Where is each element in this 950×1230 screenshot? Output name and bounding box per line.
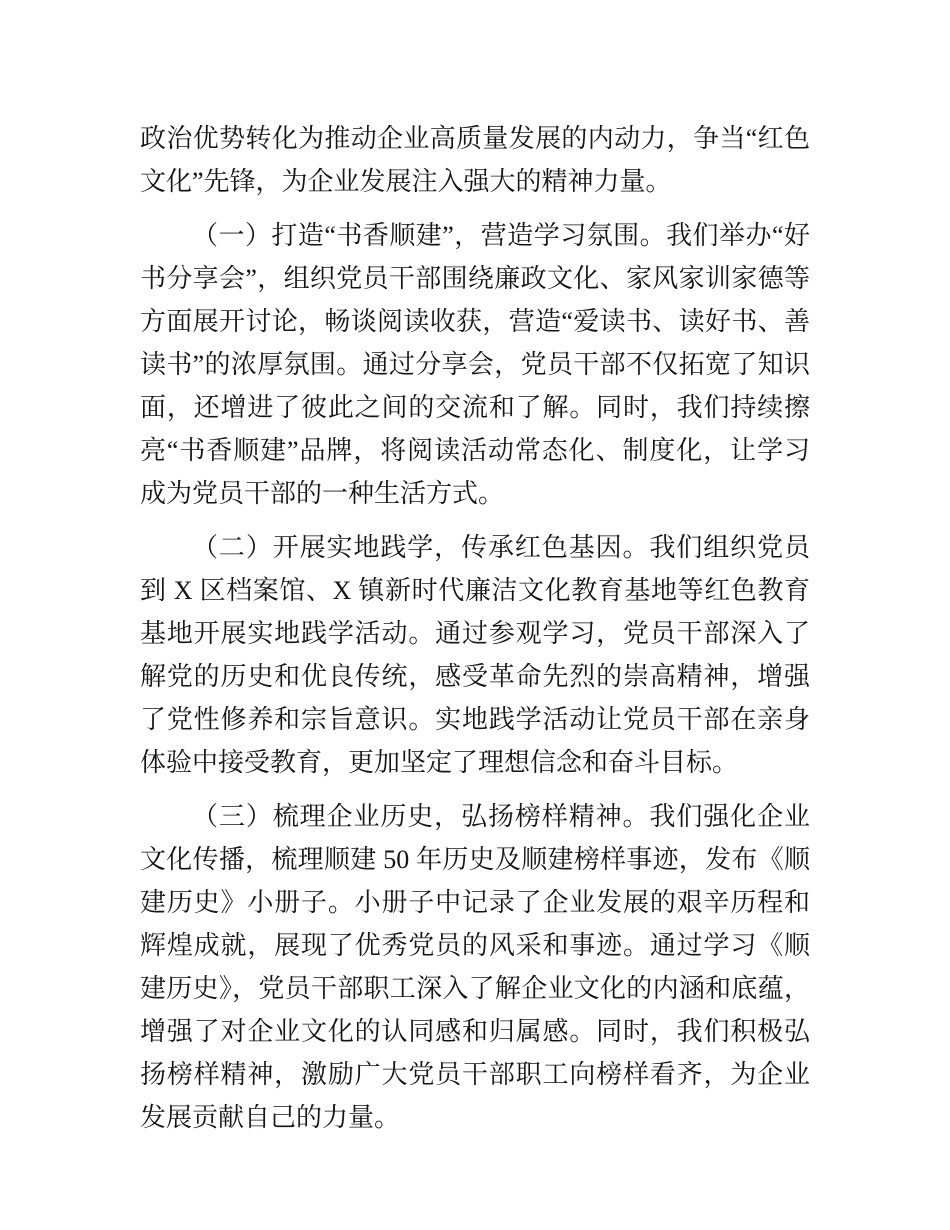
paragraph-continuation: 政治优势转化为推动企业高质量发展的内动力，争当“红色文化”先锋，为企业发展注入强大的精神力量。 bbox=[140, 124, 810, 196]
paragraph-section-2: （二）开展实地践学，传承红色基因。我们组织党员到 X 区档案馆、X 镇新时代廉洁文化教育基地等红色教育基地开展实地践学活动。通过参观学习，党员干部深入了解党的历史和优良传统，感受革命先烈的崇高精神，增强了党性修养和宗旨意识。实地践学活动让党员干部在亲身体验中接受教育，更加坚定了理想信念和奋斗目标。 bbox=[140, 533, 810, 777]
paragraph-section-3: （三）梳理企业历史，弘扬榜样精神。我们强化企业文化传播，梳理顺建 50 年历史及顺建榜样事迹，发布《顺建历史》小册子。小册子中记录了企业发展的艰辛历程和辉煌成就，展现了优秀党员的风采和事迹。通过学习《顺建历史》，党员干部职工深入了解企业文化的内涵和底蕴，增强了对企业文化的认同感和归属感。同时，我们积极弘扬榜样精神，激励广大党员干部职工向榜样看齐，为企业发展贡献自己的力量。 bbox=[140, 802, 810, 1132]
paragraph-section-1: （一）打造“书香顺建”，营造学习氛围。我们举办“好书分享会”，组织党员干部围绕廉政文化、家风家训家德等方面展开讨论，畅谈阅读收获，营造“爱读书、读好书、善读书”的浓厚氛围。通过分享会，党员干部不仅拓宽了知识面，还增进了彼此之间的交流和了解。同时，我们持续擦亮“书香顺建”品牌，将阅读活动常态化、制度化，让学习成为党员干部的一种生活方式。 bbox=[140, 221, 810, 508]
